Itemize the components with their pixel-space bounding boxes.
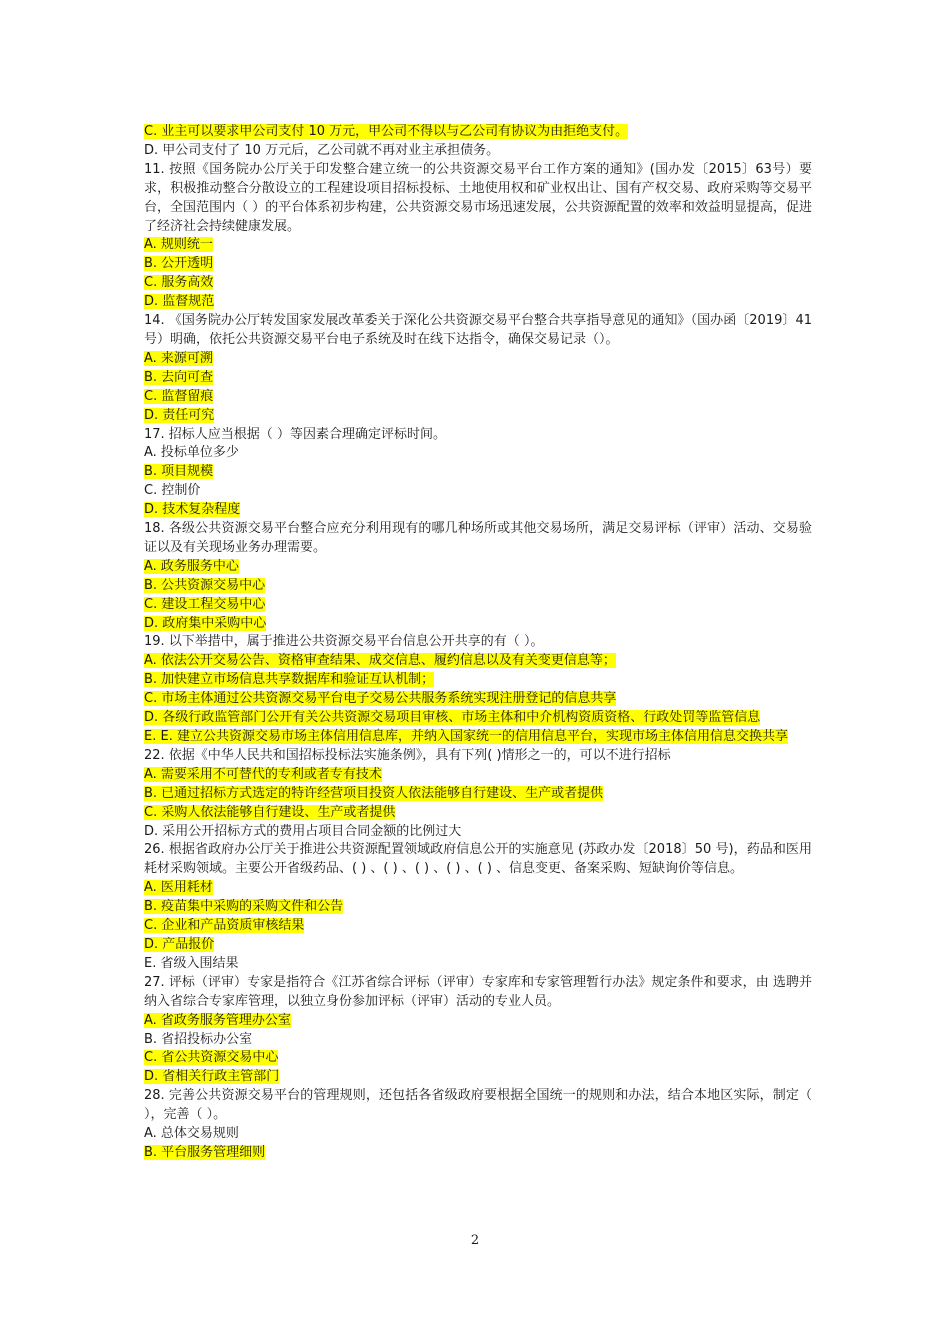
answer-option <box>144 917 812 936</box>
answer-option <box>144 407 812 426</box>
line-text: 11. 按照《国务院办公厅关于印发整合建立统一的公共资源交易平台工作方案的通知》(国办发〔2015〕63号）要求，积极推动整合分散设立的工程建设项目招标投标、土地使用权和矿业权出让、国有产权交易、政府采购等交易平台，全国范围内（ ）的平台体系初步构建，公共资源交易市场迅速发展，公共资源配置的效率和效益明显提高，促进了经济社会持续健康发展。 <box>144 161 812 234</box>
line-text: 22. 依据《中华人民共和国招标投标法实施条例》，具有下列( )情形之一的，可以不进行招标 <box>144 747 671 763</box>
question-text <box>144 747 812 766</box>
line-text: 14. 《国务院办公厅转发国家发展改革委关于深化公共资源交易平台整合共享指导意见的通知》（国办函〔2019〕41 号）明确，依托公共资源交易平台电子系统及时在线下达指令，确保交易记录（）。 <box>144 313 812 347</box>
question-text <box>144 841 812 879</box>
answer-option <box>144 596 812 615</box>
highlighted-text: A. 政务服务中心 <box>144 558 239 574</box>
highlighted-text: D. 省相关行政主管部门 <box>144 1069 280 1085</box>
question-text <box>144 161 812 237</box>
answer-option <box>144 123 812 142</box>
answer-option <box>144 955 812 974</box>
highlighted-text: B. 去向可查 <box>144 369 214 385</box>
document-body <box>144 123 812 1163</box>
answer-option <box>144 1012 812 1031</box>
highlighted-text: B. 项目规模 <box>144 464 214 480</box>
highlighted-text: A. 依法公开交易公告、资格审查结果、成交信息、履约信息以及有关变更信息等； <box>144 653 616 669</box>
answer-option <box>144 804 812 823</box>
question-text <box>144 520 812 558</box>
line-text: 27. 评标（评审）专家是指符合《江苏省综合评标（评审）专家库和专家管理暂行办法》规定条件和要求，由 选聘并纳入省综合专家库管理，以独立身份参加评标（评审）活动的专业人员。 <box>144 974 812 1009</box>
answer-option <box>144 1049 812 1068</box>
line-text: A. 投标单位多少 <box>144 445 239 461</box>
line-text: C. 控制价 <box>144 483 201 499</box>
highlighted-text: D. 各级行政监管部门公开有关公共资源交易项目审核、市场主体和中介机构资质资格、行政处罚等监管信息 <box>144 710 761 726</box>
answer-option <box>144 728 812 747</box>
line-text: D. 甲公司支付了 10 万元后，乙公司就不再对业主承担债务。 <box>144 142 500 158</box>
highlighted-text: B. 疫苗集中采购的采购文件和公告 <box>144 899 344 915</box>
highlighted-text: C. 市场主体通过公共资源交易平台电子交易公共服务系统实现注册登记的信息共享 <box>144 691 617 707</box>
highlighted-text: C. 建设工程交易中心 <box>144 596 266 612</box>
answer-option <box>144 350 812 369</box>
highlighted-text: B. 已通过招标方式选定的特许经营项目投资人依法能够自行建设、生产或者提供 <box>144 785 604 801</box>
answer-option <box>144 652 812 671</box>
answer-option <box>144 936 812 955</box>
line-text: D. 采用公开招标方式的费用占项目合同金额的比例过大 <box>144 823 462 839</box>
line-text: E. 省级入围结果 <box>144 955 239 971</box>
line-text: 17. 招标人应当根据（ ）等因素合理确定评标时间。 <box>144 426 446 442</box>
answer-option <box>144 369 812 388</box>
highlighted-text: C. 采购人依法能够自行建设、生产或者提供 <box>144 804 396 820</box>
highlighted-text: E. E. 建立公共资源交易市场主体信用信息库，并纳入国家统一的信用信息平台，实现市场主体信用信息交换共享 <box>144 729 788 744</box>
highlighted-text: D. 监督规范 <box>144 294 215 310</box>
highlighted-text: B. 公开透明 <box>144 256 214 272</box>
question-text <box>144 312 812 350</box>
answer-option <box>144 388 812 407</box>
highlighted-text: A. 省政务服务管理办公室 <box>144 1012 291 1028</box>
line-text: B. 省招投标办公室 <box>144 1031 253 1047</box>
answer-option <box>144 1068 812 1087</box>
answer-option <box>144 444 812 463</box>
answer-option <box>144 501 812 520</box>
answer-option <box>144 142 812 161</box>
line-text: A. 总体交易规则 <box>144 1126 239 1142</box>
answer-option <box>144 709 812 728</box>
highlighted-text: D. 产品报价 <box>144 936 215 952</box>
highlighted-text: D. 责任可究 <box>144 407 215 423</box>
line-text: 28. 完善公共资源交易平台的管理规则，还包括各省级政府要根据全国统一的规则和办法，结合本地区实际，制定（ ），完善（ ）。 <box>144 1088 812 1123</box>
answer-option <box>144 1031 812 1050</box>
question-text <box>144 426 812 445</box>
answer-option <box>144 766 812 785</box>
line-text: 18. 各级公共资源交易平台整合应充分利用现有的哪几种场所或其他交易场所，满足交易评标（评审）活动、交易验证以及有关现场业务办理需要。 <box>144 521 812 555</box>
answer-option <box>144 785 812 804</box>
answer-option <box>144 879 812 898</box>
highlighted-text: A. 医用耗材 <box>144 880 213 896</box>
answer-option <box>144 558 812 577</box>
answer-option <box>144 255 812 274</box>
answer-option <box>144 1144 812 1163</box>
answer-option <box>144 482 812 501</box>
answer-option <box>144 274 812 293</box>
highlighted-text: A. 需要采用不可替代的专利或者专有技术 <box>144 766 382 782</box>
question-text <box>144 633 812 652</box>
answer-option <box>144 671 812 690</box>
answer-option <box>144 577 812 596</box>
question-text <box>144 1087 812 1125</box>
highlighted-text: D. 政府集中采购中心 <box>144 615 267 631</box>
answer-option <box>144 236 812 255</box>
page-number: 2 <box>470 1233 480 1248</box>
answer-option <box>144 293 812 312</box>
answer-option <box>144 1125 812 1144</box>
answer-option <box>144 463 812 482</box>
highlighted-text: C. 服务高效 <box>144 275 214 291</box>
answer-option <box>144 823 812 842</box>
answer-option <box>144 690 812 709</box>
highlighted-text: A. 规则统一 <box>144 237 213 253</box>
highlighted-text: B. 公共资源交易中心 <box>144 577 266 593</box>
line-text: 26. 根据省政府办公厅关于推进公共资源配置领域政府信息公开的实施意见 (苏政办发〔2018〕50 号)，药品和医用耗材采购领域。主要公开省级药品、( ) 、( ) 、( ) 、( ) 、( ) 、信息变更、备案采购、短缺询价等信息。 <box>144 842 812 877</box>
answer-option <box>144 898 812 917</box>
highlighted-text: C. 省公共资源交易中心 <box>144 1050 279 1066</box>
highlighted-text: B. 加快建立市场信息共享数据库和验证互认机制； <box>144 672 435 688</box>
highlighted-text: C. 监督留痕 <box>144 388 214 404</box>
highlighted-text: C. 企业和产品资质审核结果 <box>144 918 305 934</box>
highlighted-text: A. 来源可溯 <box>144 350 213 366</box>
highlighted-text: C. 业主可以要求甲公司支付 10 万元，甲公司不得以与乙公司有协议为由拒绝支付。 <box>144 124 629 139</box>
highlighted-text: B. 平台服务管理细则 <box>144 1144 266 1160</box>
line-text: 19. 以下举措中，属于推进公共资源交易平台信息公开共享的有（ ）。 <box>144 634 544 650</box>
highlighted-text: D. 技术复杂程度 <box>144 502 241 518</box>
answer-option <box>144 615 812 634</box>
question-text <box>144 974 812 1012</box>
